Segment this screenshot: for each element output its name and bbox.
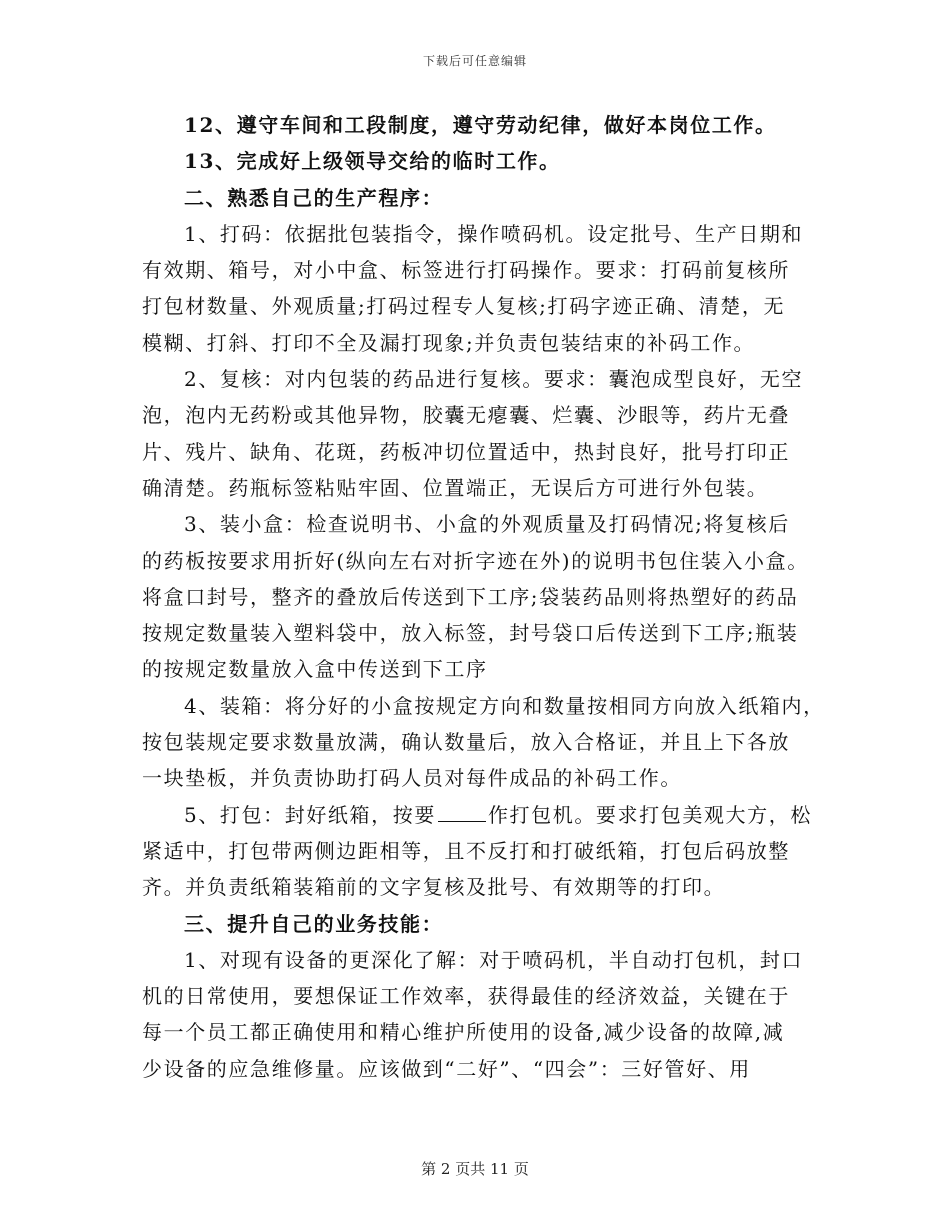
paragraph-line: 每一个员工都正确使用和精心维护所使用的设备,减少设备的故障,减 — [142, 1020, 785, 1045]
paragraph-line: 13、完成好上级领导交给的临时工作。 — [184, 149, 561, 174]
paragraph-line: 机的日常使用，要想保证工作效率，获得最佳的经济效益，关键在于 — [142, 984, 790, 1009]
paragraph-line: 3、装小盒：检查说明书、小盒的外观质量及打码情况;将复核后 — [184, 512, 790, 537]
paragraph-line: 泡，泡内无药粉或其他异物，胶囊无瘪囊、烂囊、沙眼等，药片无叠 — [142, 403, 790, 428]
paragraph-line: 一块垫板，并负责协助打码人员对每件成品的补码工作。 — [142, 766, 682, 791]
paragraph-line: 齐。并负责纸箱装箱前的文字复核及批号、有效期等的打印。 — [142, 875, 726, 900]
paragraph-line: 将盒口封号，整齐的叠放后传送到下工序;袋装药品则将热塑好的药品 — [142, 584, 799, 609]
paragraph-line: 按规定数量装入塑料袋中，放入标签，封号袋口后传送到下工序;瓶装 — [142, 621, 799, 646]
paragraph-line: 12、遵守车间和工段制度，遵守劳动纪律，做好本岗位工作。 — [184, 113, 777, 137]
section-heading: 三、提升自己的业务技能： — [184, 911, 444, 936]
paragraph-line: 紧适中，打包带两侧边距相等，且不反打和打破纸箱，打包后码放整 — [142, 838, 790, 863]
paragraph-line: 确清楚。药瓶标签粘贴牢固、位置端正，无误后方可进行外包装。 — [142, 475, 769, 500]
paragraph-line: 打包材数量、外观质量;打码过程专人复核;打码字迹正确、清楚，无 — [142, 294, 786, 319]
paragraph-line: 片、残片、缺角、花斑，药板冲切位置适中，热封良好，批号打印正 — [142, 439, 790, 464]
line-text-before-blank: 5、打包：封好纸箱，按要 — [184, 802, 436, 827]
paragraph-line: 1、对现有设备的更深化了解：对于喷码机，半自动打包机，封口 — [184, 947, 804, 972]
fill-in-blank — [438, 803, 486, 822]
paragraph-line: 模糊、打斜、打印不全及漏打现象;并负责包装结束的补码工作。 — [142, 330, 756, 355]
line-text-after-blank: 作打包机。要求打包美观大方，松 — [487, 802, 812, 827]
paragraph-line: 2、复核：对内包装的药品进行复核。要求：囊泡成型良好，无空 — [184, 367, 804, 392]
paragraph-line: 的按规定数量放入盒中传送到下工序 — [142, 657, 488, 682]
page-header: 下载后可任意编辑 — [422, 54, 527, 68]
paragraph-line: 的药板按要求用折好(纵向左右对折字迹在外)的说明书包住装入小盒。 — [142, 548, 809, 573]
paragraph-line-with-blank — [142, 797, 812, 833]
page-footer: 第 2 页共 11 页 — [421, 1160, 529, 1178]
paragraph-line: 1、打码：依据批包装指令，操作喷码机。设定批号、生产日期和 — [184, 221, 804, 246]
paragraph-line: 按包装规定要求数量放满，确认数量后，放入合格证，并且上下各放 — [142, 730, 790, 755]
section-heading: 二、熟悉自己的生产程序： — [184, 185, 444, 210]
paragraph-line: 有效期、箱号，对小中盒、标签进行打码操作。要求：打码前复核所 — [142, 258, 790, 283]
document-body — [142, 107, 825, 1087]
paragraph-line: 4、装箱：将分好的小盒按规定方向和数量按相同方向放入纸箱内， — [184, 693, 825, 718]
paragraph-line: 少设备的应急维修量。应该做到“二好”、“四会”：三好管好、用 — [142, 1056, 751, 1081]
